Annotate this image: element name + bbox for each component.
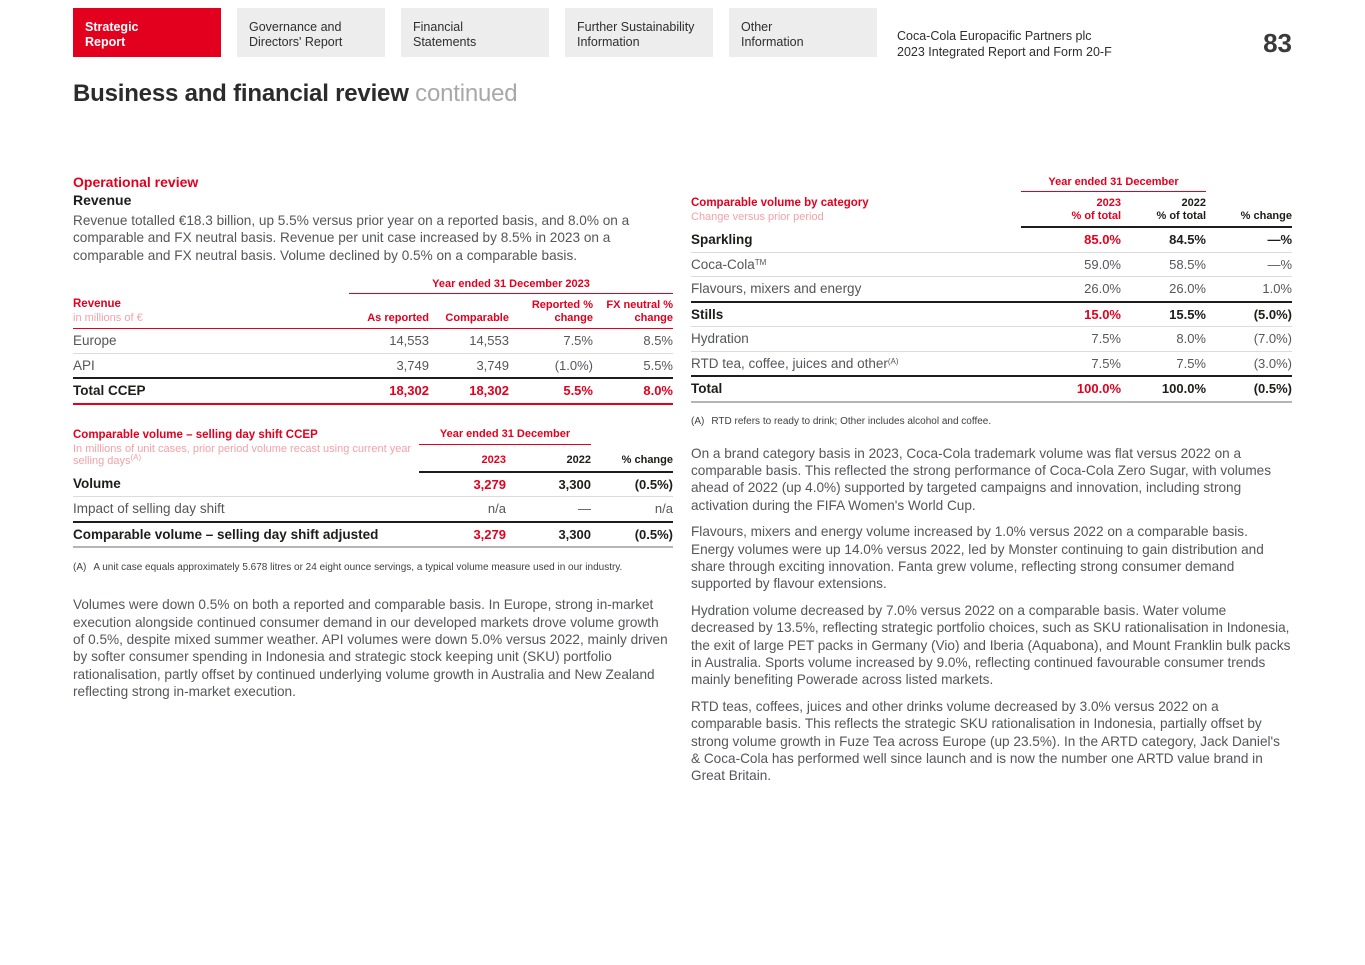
row-label-text: Total: [691, 381, 723, 396]
tab-financial-statements[interactable]: [401, 8, 549, 57]
table-caption: [73, 294, 349, 329]
table-row-coca-cola: [691, 252, 1292, 277]
cell: 58.5%: [1121, 252, 1206, 277]
sub-heading-revenue: Revenue: [73, 192, 132, 208]
cell: 85.0%: [1021, 227, 1121, 252]
table-caption-subtitle: in millions of €: [73, 311, 143, 324]
footnote-ref: (A): [130, 453, 142, 463]
row-label: [691, 252, 1021, 277]
tab-other-information[interactable]: [729, 8, 877, 57]
row-label-text: RTD tea, coffee, juices and other: [691, 355, 888, 371]
row-label: [691, 277, 1021, 302]
column-header-label: % of total: [1071, 209, 1121, 222]
column-header: Comparable: [429, 294, 509, 329]
cell: 5.5%: [509, 378, 593, 404]
cell: 3,279: [419, 472, 506, 497]
table-row-hydration: [691, 327, 1292, 352]
row-label: Europe: [73, 329, 349, 354]
cell: (5.0%): [1206, 302, 1292, 327]
cell: 7.5%: [1121, 351, 1206, 376]
caption-subtitle-text: In millions of unit cases, prior period volume recast using current year selling days: [73, 442, 412, 468]
row-label: [691, 227, 1021, 252]
cell: n/a: [591, 497, 673, 522]
table-row: [73, 353, 673, 378]
table-row: [73, 329, 673, 354]
volume-selling-day-shift-table: [73, 427, 673, 549]
column-header-year: 2022: [1181, 197, 1206, 209]
column-header: [1121, 192, 1206, 228]
cell: —%: [1206, 227, 1292, 252]
cell: 18,302: [429, 378, 509, 404]
cell: 26.0%: [1121, 277, 1206, 302]
tab-label: Further Sustainability: [577, 20, 695, 34]
column-header-year: 2023: [1096, 197, 1121, 209]
hydration-paragraph: Hydration volume decreased by 7.0% versus 2022 on a comparable basis. Water volume decreased by 13.5%, reflecting strategic portfolio choices, such as SKU rationalisation in Indonesia, the exit of large PET packs in Germany (Vio) and Iberia (Aquabona), and Mount Franklin bulk packs in Australia. Sports volume increased by 9.0%, reflecting continued favourable consumer trends mainly benefiting Powerade across listed markets.: [691, 602, 1291, 688]
table-row-rtd: [691, 351, 1292, 376]
row-label-text: Hydration: [691, 331, 749, 346]
spacer-cell: [591, 427, 673, 445]
column-header: FX neutral % change: [593, 294, 673, 329]
table-caption-title: Comparable volume – selling day shift CCEP: [73, 428, 318, 441]
spacer-cell: [73, 278, 349, 294]
tab-label: Directors' Report: [249, 35, 343, 49]
table-caption-title: Comparable volume by category: [691, 196, 869, 209]
footnote-text: A unit case equals approximately 5.678 litres or 24 eight ounce servings, a typical volume measure used in our industry.: [93, 562, 623, 574]
cell: 15.0%: [1021, 302, 1121, 327]
column-header: [1206, 192, 1292, 228]
cell: (7.0%): [1206, 327, 1292, 352]
cell: 100.0%: [1121, 376, 1206, 402]
cell: (0.5%): [591, 472, 673, 497]
table-spanner-row: [691, 176, 1292, 192]
cell: 5.5%: [593, 353, 673, 378]
row-label-text: Flavours, mixers and energy: [691, 281, 862, 296]
row-label: Comparable volume – selling day shift adjusted: [73, 522, 419, 548]
year-spanner: Year ended 31 December 2023: [349, 278, 673, 294]
document-title: [897, 28, 1112, 60]
cell: 15.5%: [1121, 302, 1206, 327]
row-label: [691, 302, 1021, 327]
footnote-unit-case: [73, 561, 673, 574]
revenue-intro-paragraph: Revenue totalled €18.3 billion, up 5.5% versus prior year on a reported basis, and 8.0% on a comparable and FX neutral basis. Revenue per unit case increased by 8.5% in 2023 on a comparable and FX neutral basis. Volume declined by 0.5% on a comparable basis.: [73, 213, 630, 263]
revenue-table: [73, 278, 673, 405]
row-label: [691, 376, 1021, 402]
document-title-line1: Coca-Cola Europacific Partners plc: [897, 29, 1092, 43]
cell: 7.5%: [509, 329, 593, 354]
table-row: [73, 472, 673, 497]
row-label: [691, 351, 1021, 376]
cell: 3,300: [506, 472, 591, 497]
table-header-row: [73, 294, 673, 329]
tab-label: Information: [577, 35, 640, 49]
table-row-flavours: [691, 277, 1292, 302]
tab-label: Governance and: [249, 20, 342, 34]
document-title-line2: 2023 Integrated Report and Form 20-F: [897, 45, 1112, 59]
cell: 7.5%: [1021, 327, 1121, 352]
spacer-cell: [1206, 176, 1292, 192]
column-header: 2023: [419, 445, 506, 472]
cell: n/a: [419, 497, 506, 522]
table-caption-title: Revenue: [73, 297, 121, 310]
page-title: [73, 80, 517, 108]
column-header-label: % change: [1240, 209, 1292, 222]
tab-label: Statements: [413, 35, 477, 49]
column-header: 2022: [506, 445, 591, 472]
flavours-paragraph: Flavours, mixers and energy volume increased by 1.0% versus 2022 on a comparable basis. Energy volumes were up 14.0% versus 2022, led by Monster continuing to gain distribution and share through exciting innovation. Fanta grew volume, reflecting strong consumer demand supported by flavour extensions.: [691, 524, 1264, 592]
column-header: % change: [591, 445, 673, 472]
cell: 8.0%: [593, 378, 673, 404]
table-row: [73, 497, 673, 522]
footnote-rtd: [691, 415, 1292, 428]
tab-label: Report: [85, 35, 126, 49]
footnote-ref: (A): [887, 356, 899, 366]
left-column: [73, 174, 673, 715]
right-column: [691, 176, 1292, 794]
row-label: Volume: [73, 472, 419, 497]
cell: —%: [1206, 252, 1292, 277]
year-spanner: Year ended 31 December: [1021, 176, 1206, 192]
tab-label: Other: [741, 20, 773, 34]
rtd-paragraph: RTD teas, coffees, juices and other drinks volume decreased by 3.0% versus 2022 on a comparable basis. This reflects the strategic SKU rationalisation in Indonesia, partially offset by strong volume growth in Fuze Tea across Europe (up 23.5%). In the ARTD category, Jack Daniel's & Coca-Cola has performed well since launch and is now the number one ARTD value brand in Great Britain.: [691, 698, 1280, 784]
page-title-continued: continued: [415, 80, 518, 108]
tab-further-sustainability-information[interactable]: [565, 8, 713, 57]
cell: 100.0%: [1021, 376, 1121, 402]
cell: 14,553: [429, 329, 509, 354]
footnote-text: RTD refers to ready to drink; Other includes alcohol and coffee.: [711, 415, 992, 427]
tab-label: Financial: [413, 20, 464, 34]
cell: 3,279: [419, 522, 506, 548]
cell: (0.5%): [591, 522, 673, 548]
cell: 84.5%: [1121, 227, 1206, 252]
cell: 59.0%: [1021, 252, 1121, 277]
section-tab-bar: [73, 8, 877, 57]
row-label-text: Stills: [691, 306, 724, 322]
cell: 26.0%: [1021, 277, 1121, 302]
cell: (1.0%): [509, 353, 593, 378]
cell: 3,749: [349, 353, 429, 378]
row-label-text: Coca-Cola: [691, 256, 755, 272]
cell: 7.5%: [1021, 351, 1121, 376]
cell: (3.0%): [1206, 351, 1292, 376]
tab-strategic-report[interactable]: [73, 8, 221, 57]
category-volume-table: [691, 176, 1292, 403]
row-label-text: Sparkling: [691, 231, 753, 247]
tab-governance-directors-report[interactable]: [237, 8, 385, 57]
row-label: Impact of selling day shift: [73, 497, 419, 522]
brand-category-paragraph: On a brand category basis in 2023, Coca-Cola trademark volume was flat versus 2022 on a comparable basis. This reflected the strong performance of Coca-Cola Zero Sugar, with volumes ahead of 2022 (up 4.0%) supported by targeted campaigns and innovation, including strong activation during the FIFA Women's World Cup.: [691, 445, 1272, 513]
column-header-label: % of total: [1156, 209, 1206, 222]
year-spanner: Year ended 31 December: [419, 427, 591, 445]
table-caption: [73, 427, 419, 472]
cell: 3,749: [429, 353, 509, 378]
table-row-total: [691, 376, 1292, 402]
cell: 8.5%: [593, 329, 673, 354]
table-row-total: [73, 378, 673, 404]
column-header: [1021, 192, 1121, 228]
table-row-total: [73, 522, 673, 548]
table-caption-subtitle: Change versus prior period: [691, 210, 824, 223]
table-row-stills: [691, 302, 1292, 327]
table-spanner-row: [73, 427, 673, 445]
row-label: Total CCEP: [73, 378, 349, 404]
volumes-paragraph: Volumes were down 0.5% on both a reported and comparable basis. In Europe, strong in-market execution alongside continued consumer demand in our developed markets drove volume growth of 0.5%, despite mixed summer weather. API volumes were down 5.0% versus 2022, mainly driven by softer consumer spending in Indonesia and strategic stock keeping unit (SKU) portfolio rationalisation, partly offset by continued underlying volume growth in Australia and New Zealand reflecting strong in-market execution.: [73, 597, 668, 700]
cell: (0.5%): [1206, 376, 1292, 402]
cell: 8.0%: [1121, 327, 1206, 352]
tab-label: Strategic: [85, 20, 139, 34]
footnote-marker: (A): [73, 562, 87, 574]
column-header: Reported % change: [509, 294, 593, 329]
row-label: API: [73, 353, 349, 378]
tab-label: Information: [741, 35, 804, 49]
cell: 14,553: [349, 329, 429, 354]
cell: 18,302: [349, 378, 429, 404]
page-number: 83: [1263, 28, 1292, 58]
footnote-marker: (A): [691, 415, 705, 427]
page-title-main: Business and financial review: [73, 80, 409, 108]
column-header: As reported: [349, 294, 429, 329]
cell: 1.0%: [1206, 277, 1292, 302]
trademark-sup: TM: [754, 257, 767, 267]
cell: 3,300: [506, 522, 591, 548]
row-label: [691, 327, 1021, 352]
table-row-sparkling: [691, 227, 1292, 252]
section-heading-operational-review: Operational review: [73, 174, 199, 190]
table-caption-subtitle: [73, 443, 419, 468]
cell: —: [506, 497, 591, 522]
table-spanner-row: [73, 278, 673, 294]
table-caption: [691, 176, 1021, 227]
